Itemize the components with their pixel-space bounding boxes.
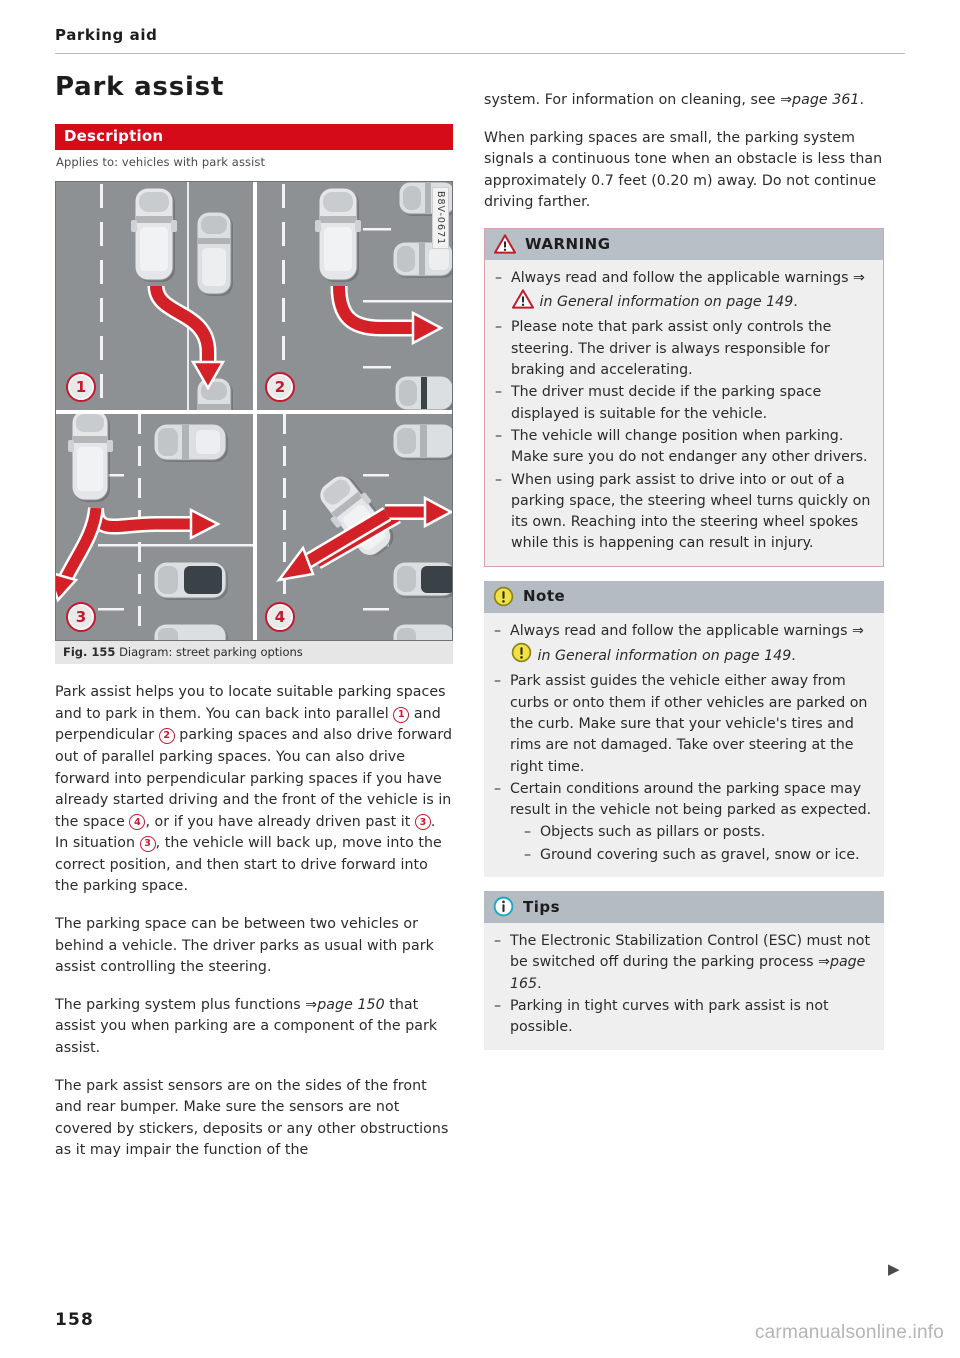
- figure-callout-3: 3: [66, 602, 96, 632]
- text-run: The parking space can be between two vehicles or behind a vehicle. The driver parks as usual with park assist controlling the steering.: [55, 916, 434, 976]
- body-paragraph: [484, 90, 884, 112]
- text-run: .: [791, 648, 796, 665]
- callout-list: [494, 621, 874, 866]
- body-paragraph: [55, 1076, 453, 1162]
- callout-header-tips: [484, 891, 884, 923]
- left-column: [55, 72, 453, 1162]
- own-vehicle: [68, 412, 113, 502]
- body-paragraph: [55, 914, 453, 979]
- callout-body-tips: [484, 923, 884, 1049]
- text-run: The vehicle will change position when parking. Make sure you do not endanger any other drivers.: [511, 427, 868, 466]
- warning-triangle-icon: [512, 289, 534, 309]
- cross-reference[interactable]: page 150: [317, 996, 385, 1013]
- cross-reference[interactable]: in General information on page 149: [533, 648, 792, 665]
- figure-callout-2: 2: [265, 372, 295, 402]
- text-run: Please note that park assist only controls the steering. The driver is always responsible for braking and accelerating.: [511, 319, 832, 379]
- running-head: Parking aid: [55, 26, 158, 44]
- inline-callout-number: 2: [159, 728, 175, 744]
- body-paragraph: [55, 995, 453, 1060]
- parked-vehicle-top: [154, 424, 228, 462]
- cross-reference[interactable]: page 361: [792, 92, 860, 108]
- figure-caption: [55, 641, 453, 664]
- reference-arrow-icon: ⇒: [780, 92, 793, 108]
- parked-vehicle-bottom: [393, 624, 453, 641]
- inline-callout-number: 3: [140, 836, 156, 852]
- parked-vehicle-upper: [197, 212, 233, 296]
- callout-sublist-item: [524, 845, 874, 866]
- text-run: Ground covering such as gravel, snow or ice.: [540, 846, 860, 863]
- callout-tips: [484, 891, 884, 1049]
- callout-list-item: [494, 996, 874, 1039]
- callout-list-item: [495, 268, 873, 317]
- callout-list-item: [494, 671, 874, 777]
- text-run: Parking in tight curves with park assist is not possible.: [510, 997, 829, 1036]
- figure-quadrant-2: [255, 182, 453, 412]
- parked-vehicle-top: [393, 424, 453, 460]
- callout-list: [494, 931, 874, 1038]
- figure-image: [55, 181, 453, 641]
- text-run: . In situation: [55, 813, 436, 852]
- warning-triangle-icon: [494, 234, 516, 254]
- text-run: and perpendicular: [55, 705, 441, 744]
- text-run: , or if you have already driven past it: [145, 813, 415, 830]
- parked-vehicle-mid: [154, 562, 228, 600]
- callout-note: [484, 581, 884, 877]
- figure-quadrant-1: [56, 182, 255, 412]
- applies-to-note: Applies to: vehicles with park assist: [56, 155, 266, 170]
- info-circle-icon: [493, 896, 514, 917]
- inline-callout-number: 1: [393, 707, 409, 723]
- figure-caption-label: Fig. 155: [63, 645, 116, 660]
- note-exclamation-icon: [493, 586, 514, 607]
- callout-title: Note: [523, 587, 566, 606]
- text-run: Park assist guides the vehicle either away from curbs or onto them if other vehicles are parked on the curb. Make sure that your vehicle's tires and rims are not damaged. Take over steering at the right time.: [510, 673, 868, 775]
- note-exclamation-icon: [511, 642, 532, 663]
- own-vehicle: [131, 188, 177, 282]
- text-run: parking spaces and also drive forward out of parallel parking spaces. You can also drive forward into perpendicular parking spaces if you have already started driving and the front of the vehicle is in the space: [55, 727, 453, 830]
- header-rule: [55, 53, 905, 54]
- callout-list-item: [494, 931, 874, 995]
- figure-divider-horizontal: [56, 410, 453, 414]
- text-run: Always read and follow the applicable warnings: [510, 622, 853, 639]
- callout-body-note: [484, 613, 884, 877]
- parked-vehicle-bottom: [395, 376, 453, 412]
- figure-caption-text: Diagram: street parking options: [119, 645, 303, 660]
- watermark: carmanualsonline.info: [754, 1322, 944, 1343]
- reference-arrow-icon: ⇒: [818, 954, 830, 971]
- figure-image-code: B8V-0671: [432, 187, 449, 249]
- body-paragraph: [55, 682, 453, 898]
- text-run: Certain conditions around the parking space may result in the vehicle not being parked as expected.: [510, 780, 872, 819]
- body-paragraph: [484, 128, 884, 214]
- cross-reference[interactable]: in General information on page 149: [535, 294, 794, 311]
- callout-body-warning: [485, 260, 883, 566]
- text-run: , the vehicle will back up, move into the correct position, and then start to drive forward into the parking space.: [55, 835, 442, 895]
- callout-title: WARNING: [525, 234, 611, 253]
- right-callout-boxes: [484, 228, 884, 1050]
- note-exclamation-icon: [511, 642, 532, 670]
- figure-callout-1: 1: [66, 372, 96, 402]
- text-run: When parking spaces are small, the parking system signals a continuous tone when an obstacle is less than approximately 0.7 feet (0.20 m) away. Do not continue driving farther.: [484, 129, 883, 211]
- text-run: that assist you when parking are a component of the park assist.: [55, 996, 438, 1056]
- callout-list-item: [495, 317, 873, 381]
- text-run: The park assist sensors are on the sides of the front and rear bumper. Make sure the sensors are not covered by stickers, deposits or any other obstructions as it may impair the function of the: [55, 1077, 449, 1159]
- warning-triangle-icon: [512, 289, 534, 316]
- text-run: .: [859, 92, 865, 108]
- continue-arrow-icon: ▶: [888, 1260, 900, 1278]
- text-run: .: [537, 975, 542, 992]
- inline-callout-number: 3: [415, 814, 431, 830]
- text-run: Always read and follow the applicable warnings: [511, 269, 854, 286]
- callout-sublist-item: [524, 822, 874, 843]
- text-run: The driver must decide if the parking space displayed is suitable for the vehicle.: [511, 384, 822, 422]
- right-column: [484, 72, 884, 1050]
- section-heading-description: Description: [55, 124, 453, 150]
- reference-arrow-icon: ⇒: [853, 269, 865, 286]
- callout-list-item: [495, 426, 873, 469]
- own-vehicle: [315, 188, 361, 282]
- callout-list-item: [494, 621, 874, 671]
- reference-arrow-icon: ⇒: [305, 996, 318, 1013]
- text-run: Park assist helps you to locate suitable parking spaces and to park in them. You can back into parallel: [55, 684, 446, 722]
- callout-list-item: [495, 382, 873, 425]
- inline-callout-number: 4: [129, 814, 145, 830]
- page-number: 158: [55, 1310, 95, 1330]
- callout-title: Tips: [523, 897, 561, 916]
- callout-header-warning: [485, 229, 883, 260]
- parked-vehicle-lower: [197, 378, 233, 412]
- text-run: The Electronic Stabilization Control (ESC) must not be switched off during the parking process: [510, 933, 871, 971]
- callout-warning: [484, 228, 884, 567]
- left-body-text: [55, 682, 453, 1162]
- text-run: When using park assist to drive into or out of a parking space, the steering wheel turns quickly on its own. Reaching into the steering wheel spokes while this is happening can result in injury.: [511, 471, 871, 552]
- page-title: Park assist: [55, 72, 225, 102]
- reference-arrow-icon: ⇒: [852, 622, 864, 639]
- text-run: Objects such as pillars or posts.: [540, 824, 766, 841]
- text-run: .: [793, 294, 798, 311]
- callout-list-item: [494, 779, 874, 866]
- callout-header-note: [484, 581, 884, 613]
- text-run: system. For information on cleaning, see: [484, 92, 781, 108]
- parked-vehicle-bottom: [154, 624, 228, 641]
- callout-list: [495, 268, 873, 555]
- figure-155: [55, 181, 453, 664]
- text-run: The parking system plus functions: [55, 996, 306, 1013]
- right-body-text: [484, 90, 884, 214]
- figure-callout-4: 4: [265, 602, 295, 632]
- callout-list-item: [495, 470, 873, 555]
- parked-vehicle-mid: [393, 562, 453, 598]
- figure-quadrant-4: [255, 412, 453, 641]
- callout-sublist: [510, 822, 874, 866]
- cross-reference[interactable]: page 165: [510, 954, 866, 992]
- figure-quadrant-3: [56, 412, 255, 641]
